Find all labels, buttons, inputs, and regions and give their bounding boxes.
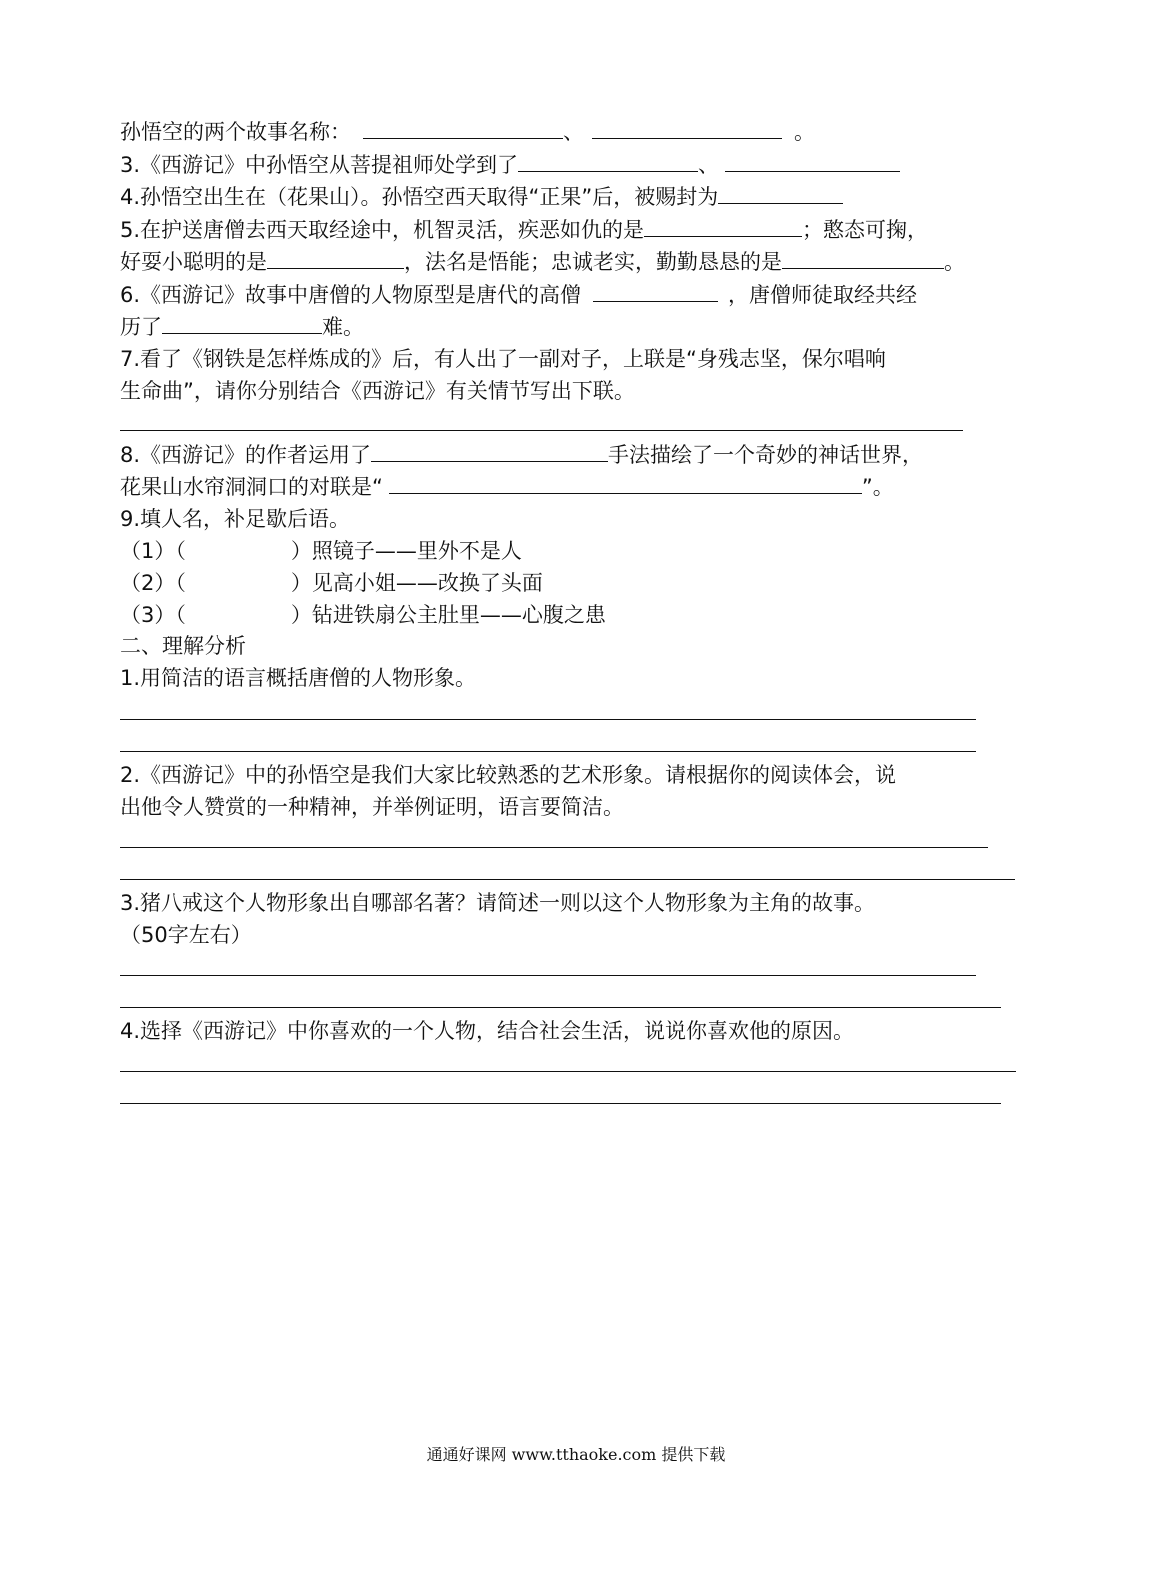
q9-item-2 [120,569,543,597]
blank [518,151,698,172]
q5-line-2 [120,248,965,276]
blank [644,216,802,237]
a4-text: 4.选择《西游记》中你喜欢的一个人物，结合社会生活，说说你喜欢他的原因。 [120,1019,855,1043]
q8-text-2: 手法描绘了一个奇妙的神话世界， [608,443,924,467]
q4-line [120,183,843,211]
q8-text-3: 花果山水帘洞洞口的对联是“ [120,475,383,499]
q8-line-2 [120,473,894,501]
a2-line-2 [120,793,624,821]
a2-line-1 [120,761,896,789]
a3-line-2 [120,921,252,949]
a3-text-2: （50字左右） [120,923,252,947]
a4-line [120,1017,854,1045]
answer-line [120,1071,1016,1072]
q8-line-1 [120,441,923,469]
q6-text: 6.《西游记》故事中唐僧的人物原型是唐代的高僧 [120,283,582,307]
q6-text-3: 历了 [120,315,162,339]
q5-text-4: ，法名是悟能；忠诚老实，勤勤恳恳的是 [404,250,782,274]
a3-text: 3.猪八戒这个人物形象出自哪部名著？请简述一则以这个人物形象为主角的故事。 [120,891,876,915]
q2-sep: 、 [563,120,584,144]
q5-end: 。 [944,250,965,274]
q6-text-2: ，唐僧师徒取经共经 [728,283,918,307]
q7-text: 7.看了《钢铁是怎样炼成的》后，有人出了一副对子，上联是“身残志坚，保尔唱响 [120,347,886,371]
q6-line-2 [120,313,364,341]
blank [363,118,563,139]
q5-text: 5.在护送唐僧去西天取经途中，机智灵活，疾恶如仇的是 [120,218,645,242]
blank [389,473,862,494]
answer-line [120,975,976,976]
q9-item-1 [120,537,522,565]
q7-text-2: 生命曲”，请你分别结合《西游记》有关情节写出下联。 [120,379,635,403]
answer-line [120,1007,1001,1008]
q5-text-3: 好耍小聪明的是 [120,250,267,274]
answer-line [120,430,963,431]
answer-line [120,879,1015,880]
blank [718,183,843,204]
q6-end: 难。 [322,315,364,339]
section-heading [120,632,246,660]
blank [592,118,782,139]
a2-text: 2.《西游记》中的孙悟空是我们大家比较熟悉的艺术形象。请根据你的阅读体会，说 [120,763,897,787]
answer-line [120,1103,1001,1104]
q3-line [120,151,900,179]
q2-end: 。 [794,120,815,144]
q2-line [120,118,815,146]
blank [782,248,944,269]
answer-line [120,847,988,848]
answer-line [120,751,976,752]
q8-text: 8.《西游记》的作者运用了 [120,443,372,467]
q7-line-2 [120,377,635,405]
blank [162,313,322,334]
q9-item-1-text: （1）（ ）照镜子——里外不是人 [120,539,522,563]
blank [267,248,404,269]
q9-text: 9.填人名，补足歇后语。 [120,507,351,531]
q5-text-2: ；憨态可掬， [802,218,929,242]
q5-line-1 [120,216,928,244]
section-heading-text: 二、理解分析 [120,634,246,658]
a1-line [120,664,476,692]
q9-item-3 [120,601,606,629]
blank [593,281,718,302]
q9-line [120,505,350,533]
q2-text: 孙悟空的两个故事名称： [120,120,351,144]
q9-item-2-text: （2）（ ）见高小姐——改换了头面 [120,571,543,595]
q6-line-1 [120,281,917,309]
q8-end: ”。 [861,475,894,499]
answer-line [120,719,976,720]
q3-sep: 、 [698,153,720,177]
a3-line-1 [120,889,875,917]
a1-text: 1.用简洁的语言概括唐僧的人物形象。 [120,666,477,690]
q7-line-1 [120,345,886,373]
blank [371,441,608,462]
q4-text: 4.孙悟空出生在（花果山）。孙悟空西天取得“正果”后，被赐封为 [120,185,719,209]
footer-credit: 通通好课网 www.tthaoke.com 提供下载 [426,1445,726,1464]
q9-item-3-text: （3）（ ）钻进铁扇公主肚里——心腹之患 [120,603,606,627]
q3-text: 3.《西游记》中孙悟空从菩提祖师处学到了 [120,153,519,177]
a2-text-2: 出他令人赞赏的一种精神，并举例证明，语言要简洁。 [120,795,624,819]
blank [725,151,900,172]
